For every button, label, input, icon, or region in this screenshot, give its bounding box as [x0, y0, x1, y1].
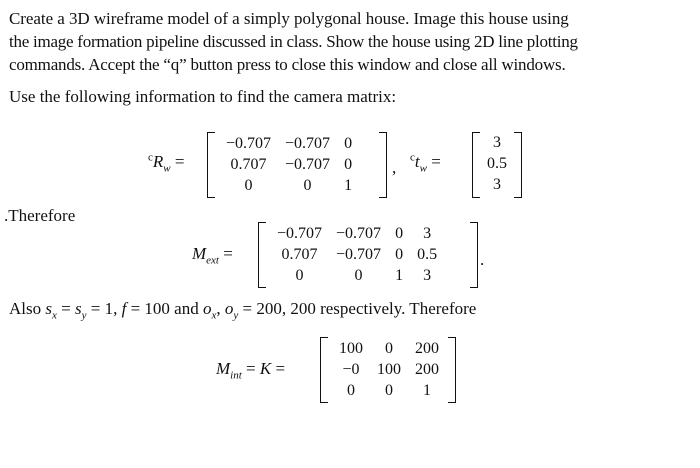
k-symbol: K [259, 359, 272, 378]
rw-cell: −0.707 [285, 155, 331, 173]
mint-table [332, 338, 446, 401]
tw-cell: 0.5 [487, 154, 507, 172]
rw-comma: , [392, 158, 397, 177]
tw-superscript: c [410, 151, 415, 164]
mext-left-bracket [258, 222, 266, 288]
mint-cell: 200 [415, 360, 439, 378]
f-symbol: f [121, 299, 127, 318]
mint-cell: 1 [423, 381, 431, 399]
mint-cell: 100 [339, 339, 363, 357]
mext-right-bracket [470, 222, 478, 288]
rw-equals: = [174, 152, 185, 171]
comma-text: , [216, 299, 225, 318]
tw-row [478, 132, 516, 153]
oy-subscript: y [233, 309, 239, 322]
also-text: Also [9, 299, 46, 318]
tw-matrix [472, 132, 522, 198]
tw-label [410, 151, 441, 175]
sx-subscript: x [52, 309, 57, 322]
tw-symbol: t [414, 152, 420, 171]
mext-cell: 0 [395, 224, 404, 242]
mext-row [270, 265, 444, 286]
mint-row [332, 338, 446, 359]
mint-cell: 0 [385, 381, 393, 399]
mext-subscript: ext [206, 254, 219, 267]
tw-subscript: w [419, 162, 427, 175]
mext-table [270, 223, 444, 286]
rest-text-1: = 1, [86, 299, 122, 318]
mint-symbol: M [216, 359, 231, 378]
mext-cell: 3 [423, 224, 432, 242]
mext-row [270, 223, 444, 244]
rw-row [219, 175, 359, 196]
mint-label [216, 359, 286, 382]
mint-row [332, 359, 446, 380]
mext-period: . [480, 250, 485, 269]
mext-label [192, 244, 233, 267]
rw-superscript: c [148, 151, 153, 164]
eq-text-1: = [56, 299, 75, 318]
mint-cell: −0 [342, 360, 360, 378]
mext-equals: = [223, 244, 233, 263]
rw-row [219, 154, 359, 175]
ox-symbol: o [202, 299, 212, 318]
rest-text-2: = 100 and [126, 299, 203, 318]
mint-cell: 200 [415, 339, 439, 357]
mint-subscript: int [230, 369, 242, 382]
rw-cell: 1 [344, 176, 353, 194]
mext-cell: 3 [423, 266, 432, 284]
sy-subscript: y [81, 309, 87, 322]
mext-cell: 0.707 [281, 245, 318, 263]
tw-equals: = [431, 152, 441, 171]
mext-cell: 0 [354, 266, 363, 284]
rw-cell: 0 [344, 155, 353, 173]
rw-row [219, 133, 359, 154]
therefore-text: .Therefore [4, 206, 76, 225]
tw-cell: 3 [493, 133, 501, 151]
mext-cell: 0 [395, 245, 404, 263]
mext-row [270, 244, 444, 265]
mint-right-bracket [448, 337, 456, 403]
tw-cell: 3 [493, 175, 501, 193]
rw-table [219, 133, 359, 196]
rw-cell: 0 [303, 176, 312, 194]
intro-line-3: commands. Accept the “q” button press to close this window and close all windows. [9, 55, 566, 74]
also-line [9, 298, 476, 320]
tw-row [478, 153, 516, 174]
rw-cell: 0.707 [230, 155, 267, 173]
rw-matrix [207, 132, 387, 198]
mint-cell: 0 [385, 339, 393, 357]
mext-cell: −0.707 [336, 224, 382, 242]
mint-matrix [320, 337, 456, 403]
k-equals: = [275, 359, 286, 378]
mext-symbol: M [192, 244, 207, 263]
oy-symbol: o [224, 299, 234, 318]
ox-subscript: x [211, 309, 217, 322]
intro-line-1: Create a 3D wireframe model of a simply polygonal house. Image this house using [9, 9, 569, 28]
rw-cell: 0 [244, 176, 253, 194]
rw-left-bracket [207, 132, 215, 198]
mext-cell: 0.5 [417, 245, 438, 263]
tw-table [478, 132, 516, 195]
rw-right-bracket [379, 132, 387, 198]
mext-cell: 1 [395, 266, 404, 284]
sx-symbol: s [45, 299, 52, 318]
mext-cell: −0.707 [336, 245, 382, 263]
mext-matrix [258, 222, 478, 288]
tw-row [478, 174, 516, 195]
mext-cell: 0 [295, 266, 304, 284]
mint-row [332, 380, 446, 401]
rw-cell: 0 [344, 134, 353, 152]
mint-cell: 100 [377, 360, 401, 378]
mint-cell: 0 [347, 381, 355, 399]
sy-symbol: s [74, 299, 82, 318]
rw-subscript: w [163, 162, 171, 175]
rw-cell: −0.707 [226, 134, 272, 152]
rw-label [148, 151, 185, 175]
rw-cell: −0.707 [285, 134, 331, 152]
mint-equals: = [246, 359, 256, 378]
rest-text-3: = 200, 200 respectively. Therefore [238, 299, 477, 318]
mext-cell: −0.707 [277, 224, 323, 242]
intro-line-2: the image formation pipeline discussed in class. Show the house using 2D line plotting [9, 32, 578, 51]
mint-left-bracket [320, 337, 328, 403]
rw-symbol: R [152, 152, 164, 171]
intro-line-4: Use the following information to find the camera matrix: [9, 87, 397, 106]
